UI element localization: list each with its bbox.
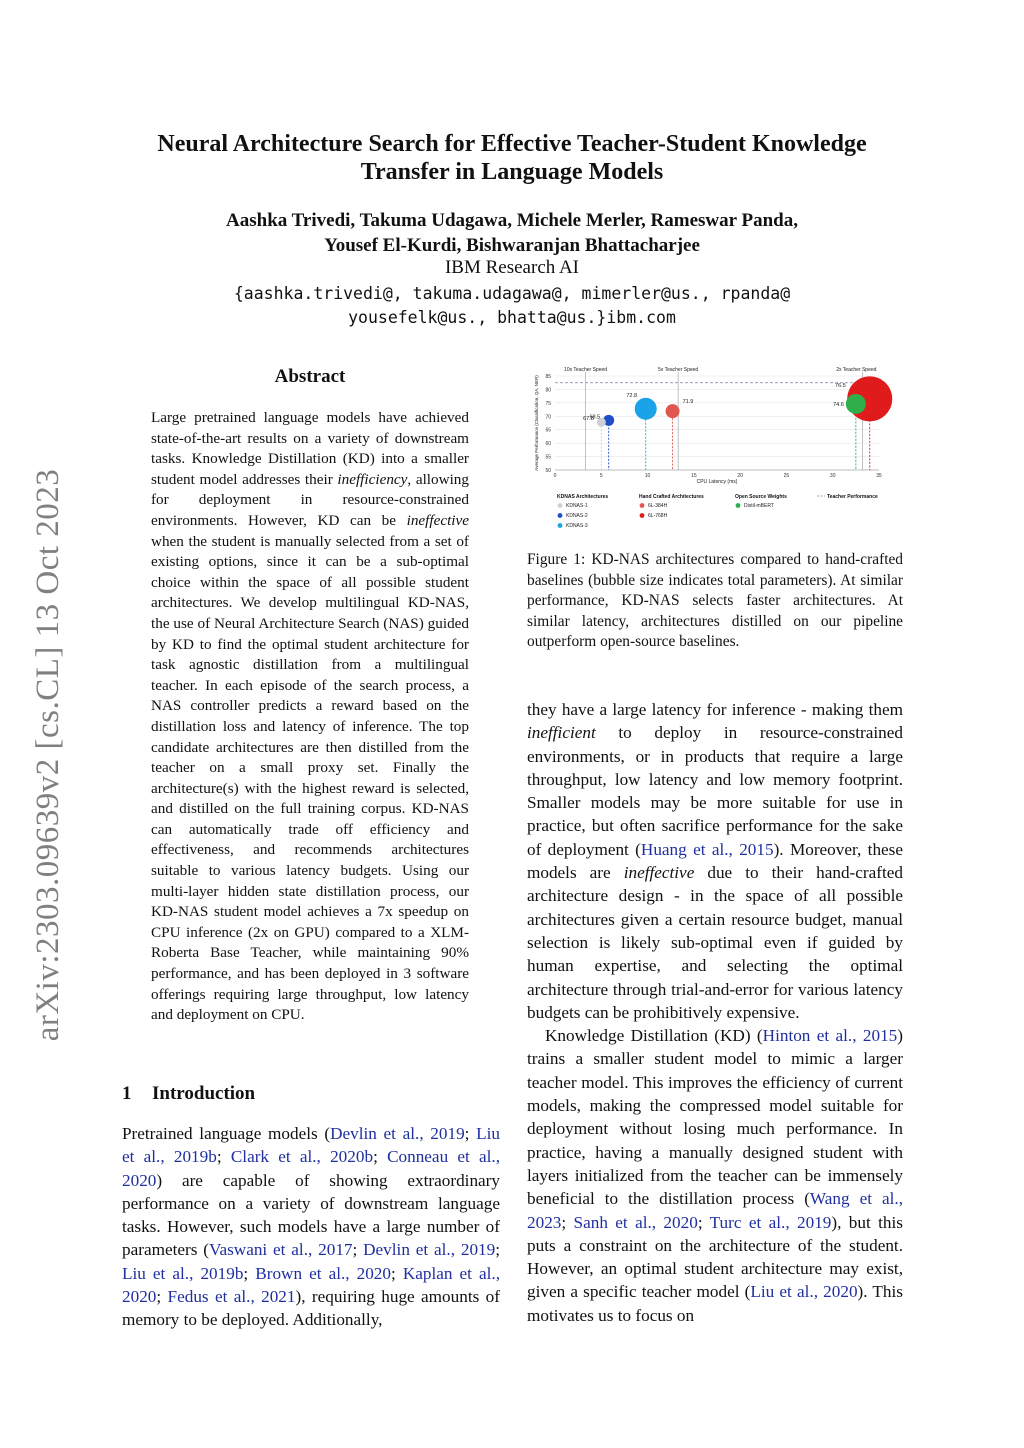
citation-separator: ; bbox=[156, 1287, 168, 1307]
citation-link[interactable]: Fedus et al., 2021 bbox=[167, 1287, 296, 1307]
figure-1-caption: Figure 1: KD-NAS architectures compared to hand-crafted baselines (bubble size indicates total parameters). At similar performance, KD-NAS selects faster architectures. At similar latency, architectures distilled on our pipeline outperform open-source baselines. bbox=[527, 551, 903, 651]
point-value-label: 72.8 bbox=[626, 392, 638, 399]
intro-right-column bbox=[527, 698, 903, 1327]
legend-group-title: KDNAS Architectures bbox=[557, 494, 609, 500]
x-tick-label: 5 bbox=[599, 473, 603, 479]
speed-marker-label: 5x Teacher Speed bbox=[658, 367, 699, 373]
citation-link[interactable]: Devlin et al., 2019 bbox=[363, 1240, 496, 1260]
emphasis: ineffective bbox=[623, 863, 695, 883]
citation-link[interactable]: Brown et al., 2020 bbox=[255, 1263, 391, 1283]
x-tick-label: 20 bbox=[737, 473, 743, 479]
citation-link[interactable]: Devlin et al., 2019 bbox=[330, 1124, 465, 1143]
citation-separator: ; bbox=[216, 1147, 231, 1167]
citation-link[interactable]: Sanh et al., 2020 bbox=[573, 1212, 698, 1232]
right-paragraph-1 bbox=[527, 698, 903, 1024]
citation-link[interactable]: Vaswani et al., 2017 bbox=[208, 1240, 353, 1260]
y-tick-label: 50 bbox=[545, 468, 551, 474]
legend-swatch bbox=[558, 513, 563, 518]
citation-link[interactable]: Hinton et al., 2015 bbox=[762, 1026, 898, 1046]
emails-line-1: {aashka.trivedi@, takuma.udagawa@, mimerler@us., rpanda@ bbox=[233, 284, 791, 303]
abstract-text-3: when the student is manually selected from a set of existing options, since it can be a sub-optimal choice within the space of all possible student architectures. We develop multilingual KD-NAS, the use of Neural Architecture Search (NAS) guided by KD to find the optimal student architecture for task agnostic distillation from a multilingual teacher. In each episode of the search process, a NAS controller predicts a reward based on the distillation loss and latency of inference. The top candidate architectures are then distilled from the teacher on a small proxy set. Finally the architecture(s) with the highest reward is selected, and distilled on the full training corpus. KD-NAS can automatically trade off efficiency and effectiveness, and recommends architectures suitable to various latency budgets. Using our multi-layer hidden state distillation process, our KD-NAS student model achieves a 7x speedup on CPU inference (2x on GPU) compared to a XLM-Roberta Base Teacher, while maintaining 90% performance, and has been deployed in 3 software offerings requiring large throughput, low latency and deployment on CPU. bbox=[151, 532, 469, 1024]
affiliation: IBM Research AI bbox=[444, 257, 580, 278]
speed-marker-label: 10x Teacher Speed bbox=[564, 367, 608, 373]
abstract-text-2: , allowing for deployment in resource-constrained environments. However, KD can be bbox=[151, 470, 469, 529]
legend-swatch bbox=[640, 513, 645, 518]
legend-swatch bbox=[558, 523, 563, 528]
title-line-2: Transfer in Language Models bbox=[360, 159, 664, 185]
abstract-text-1: Large pretrained language models have achieved state-of-the-art results on a variety of downstream tasks. Knowledge Distillation (KD) into a smaller student model addresses their bbox=[151, 409, 469, 488]
legend-group-title: Open Source Weights bbox=[735, 494, 787, 500]
abstract-heading: Abstract bbox=[274, 366, 346, 387]
x-tick-label: 35 bbox=[876, 473, 882, 479]
citation-link[interactable]: Huang et al., 2015 bbox=[640, 839, 774, 859]
citation-separator: ; bbox=[697, 1212, 710, 1232]
x-axis-label: CPU Latency (ms) bbox=[696, 479, 738, 485]
y-tick-label: 55 bbox=[545, 454, 551, 461]
citation-link[interactable]: Liu et al., 2019b bbox=[122, 1263, 244, 1283]
speed-marker-label: 2x Teacher Speed bbox=[836, 367, 877, 373]
citation-separator: ; bbox=[352, 1240, 364, 1260]
citation-link[interactable]: Clark et al., 2020b bbox=[230, 1147, 374, 1167]
citation-link[interactable]: Turc et al., 2019 bbox=[709, 1212, 832, 1232]
section-heading-introduction bbox=[122, 1083, 255, 1105]
intro-text: ), requiring huge amounts of memory to be deployed. Additionally, bbox=[122, 1287, 500, 1330]
emphasis: inefficient bbox=[527, 723, 596, 743]
abstract-emph-2: ineffective bbox=[406, 511, 469, 529]
body-text: ). Moreover, these models are bbox=[527, 839, 903, 883]
citation-separator: ; bbox=[495, 1240, 501, 1260]
point-value-label: 76.5 bbox=[835, 382, 846, 389]
paper-title bbox=[0, 130, 1024, 186]
point-value-label: 68.5 bbox=[589, 414, 601, 421]
body-text: they have a large latency for inference - making them bbox=[527, 700, 903, 719]
y-tick-label: 70 bbox=[545, 414, 551, 421]
legend-entry: KDNAS-3 bbox=[566, 523, 588, 529]
abstract-body bbox=[151, 408, 469, 1026]
body-text: due to their hand-crafted architecture design - in the space of all possible architectures given a certain resource budget, manual selection is likely sub-optimal even if guided by human expertise, and selecting the optimal architecture through trial-and-error for various latency budgets can be prohibitively expensive. bbox=[527, 863, 903, 1022]
citation-separator: ; bbox=[464, 1124, 477, 1143]
data-point-distil-mbert bbox=[846, 394, 866, 414]
legend-entry: 6L-768H bbox=[648, 513, 668, 519]
intro-paragraph bbox=[122, 1122, 500, 1332]
legend-swatch bbox=[736, 503, 741, 508]
point-value-label: 71.9 bbox=[682, 399, 694, 406]
legend-swatch bbox=[558, 503, 563, 508]
body-text: ) trains a smaller student model to mimic a larger teacher model. This improves the efficiency of current models, making the compressed model suitable for deployment without losing much performance. In practice, having a manually designed student with layers initialized from the teacher can be immensely beneficial to the distillation process ( bbox=[527, 1026, 903, 1209]
x-tick-label: 0 bbox=[553, 473, 557, 479]
point-value-label: 67.8 bbox=[583, 416, 594, 423]
intro-text: Pretrained language models ( bbox=[122, 1124, 331, 1143]
legend-entry: KDNAS-1 bbox=[566, 503, 588, 509]
arxiv-side-label bbox=[30, 455, 70, 1055]
section-number: 1 bbox=[122, 1083, 132, 1104]
body-text: to deploy in resource-constrained environments, or in products that require a large throughput, low latency and low memory footprint. Smaller models may be more suitable for use in practice, but often sacrifice performance for the sake of deployment ( bbox=[527, 723, 903, 859]
x-tick-label: 15 bbox=[691, 473, 697, 479]
y-tick-label: 80 bbox=[545, 387, 551, 394]
intro-left-column bbox=[122, 1122, 500, 1332]
right-paragraph-2 bbox=[527, 1024, 903, 1327]
authors-line-1: Aashka Trivedi, Takuma Udagawa, Michele Merler, Rameswar Panda, bbox=[226, 210, 798, 231]
chart-svg bbox=[527, 364, 903, 534]
legend-entry: Distil-mBERT bbox=[744, 503, 774, 509]
legend-swatch bbox=[640, 503, 645, 508]
abstract-emph-1: inefficiency bbox=[337, 470, 408, 488]
citation-separator: ; bbox=[391, 1263, 403, 1283]
arxiv-id-text: arXiv:2303.09639v2 [cs.CL] 13 Oct 2023 bbox=[30, 468, 66, 1042]
y-tick-label: 60 bbox=[545, 441, 551, 448]
data-point-kdnas-3 bbox=[635, 398, 657, 420]
authors bbox=[0, 208, 1024, 258]
emails-line-2: yousefelk@us., bhatta@us.}ibm.com bbox=[348, 308, 676, 327]
citation-separator: ; bbox=[561, 1212, 574, 1232]
citation-link[interactable]: Conneau et al., 2020 bbox=[122, 1147, 501, 1190]
authors-line-2: Yousef El-Kurdi, Bishwaranjan Bhattacharjee bbox=[324, 235, 700, 256]
citation-link[interactable]: Liu et al., 2020 bbox=[750, 1282, 858, 1302]
point-value-label: 74.6 bbox=[833, 401, 844, 408]
citation-link[interactable]: Wang et al., 2023 bbox=[527, 1189, 903, 1232]
citation-separator: ; bbox=[243, 1263, 256, 1283]
body-text: Knowledge Distillation (KD) ( bbox=[545, 1026, 763, 1046]
y-axis-label: Average Performance (Classification, QA, NER) bbox=[534, 375, 539, 471]
title-line-1: Neural Architecture Search for Effective Teacher-Student Knowledge bbox=[157, 131, 867, 157]
x-tick-label: 10 bbox=[644, 473, 651, 479]
legend-entry: KDNAS-2 bbox=[566, 513, 588, 519]
body-text: ). This motivates us to focus on bbox=[527, 1282, 903, 1325]
author-emails bbox=[0, 282, 1024, 330]
x-tick-label: 30 bbox=[829, 473, 836, 479]
x-tick-label: 25 bbox=[783, 473, 790, 479]
y-tick-label: 65 bbox=[545, 427, 551, 434]
y-tick-label: 75 bbox=[545, 400, 551, 407]
legend-group-title: Teacher Performance bbox=[827, 494, 878, 500]
citation-link[interactable]: Liu et al., 2019b bbox=[122, 1124, 500, 1167]
citation-link[interactable]: Kaplan et al., 2020 bbox=[122, 1263, 500, 1307]
legend-group-title: Hand Crafted Architectures bbox=[639, 494, 704, 500]
intro-text: ) are capable of showing extraordinary performance on a variety of downstream language tasks. However, such models have a large number of parameters ( bbox=[122, 1170, 500, 1260]
citation-separator: ; bbox=[373, 1147, 388, 1167]
y-tick-label: 85 bbox=[545, 374, 551, 380]
data-point-6l-384h bbox=[666, 404, 680, 418]
section-title: Introduction bbox=[152, 1083, 256, 1104]
legend-entry: 6L-384H bbox=[648, 503, 668, 509]
figure-1-chart bbox=[527, 364, 903, 534]
body-text: ), but this puts a constraint on the architecture of the student. However, an optimal student architecture may exist, given a specific teacher model ( bbox=[527, 1212, 903, 1302]
